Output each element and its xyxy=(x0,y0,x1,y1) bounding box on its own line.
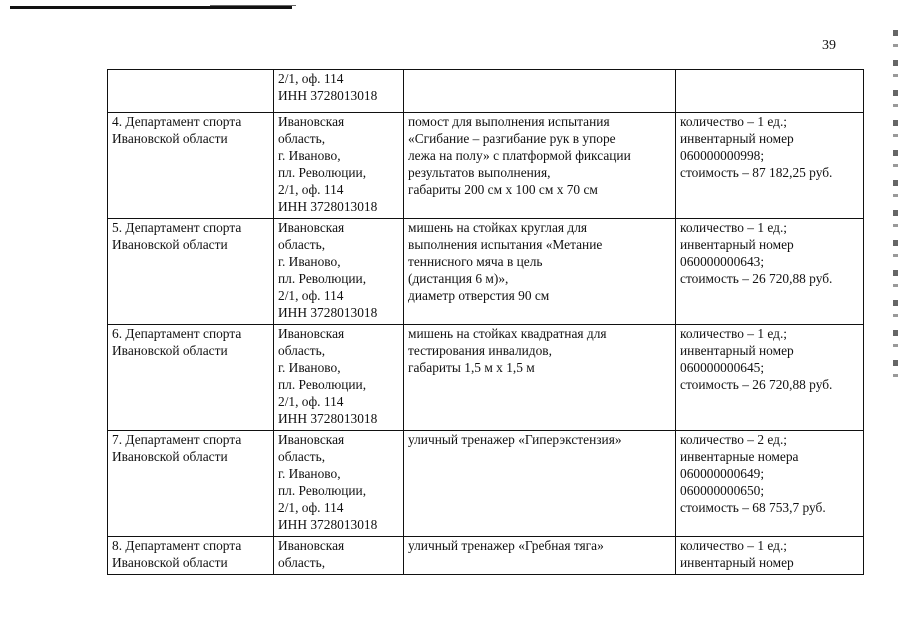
cell-address: Ивановская область, г. Иваново, пл. Революции, 2/1, оф. 114 ИНН 3728013018 xyxy=(274,431,404,537)
table-row xyxy=(108,113,864,219)
cell-details xyxy=(676,70,864,113)
table-row xyxy=(108,537,864,575)
cell-owner: 5. Департамент спорта Ивановской области xyxy=(108,219,274,325)
property-table xyxy=(107,69,864,575)
page-number: 39 xyxy=(822,38,836,53)
cell-item: помост для выполнения испытания «Сгибание – разгибание рук в упоре лежа на полу» с платформой фиксации результатов выполнения, габариты 200 см x 100 см x 70 см xyxy=(404,113,676,219)
cell-details: количество – 2 ед.; инвентарные номера 060000000649; 060000000650; стоимость – 68 753,7 руб. xyxy=(676,431,864,537)
cell-owner xyxy=(108,70,274,113)
cell-details: количество – 1 ед.; инвентарный номер 060000000998; стоимость – 87 182,25 руб. xyxy=(676,113,864,219)
cell-details: количество – 1 ед.; инвентарный номер 060000000645; стоимость – 26 720,88 руб. xyxy=(676,325,864,431)
cell-owner: 7. Департамент спорта Ивановской области xyxy=(108,431,274,537)
cell-address: Ивановская область, г. Иваново, пл. Революции, 2/1, оф. 114 ИНН 3728013018 xyxy=(274,113,404,219)
cell-owner: 6. Департамент спорта Ивановской области xyxy=(108,325,274,431)
cell-item xyxy=(404,70,676,113)
top-rule-thin xyxy=(210,5,296,6)
top-rule xyxy=(10,6,292,9)
scan-edge-artifact xyxy=(893,30,898,390)
cell-item: уличный тренажер «Гребная тяга» xyxy=(404,537,676,575)
cell-owner: 4. Департамент спорта Ивановской области xyxy=(108,113,274,219)
cell-address: Ивановская область, xyxy=(274,537,404,575)
cell-details: количество – 1 ед.; инвентарный номер xyxy=(676,537,864,575)
cell-address: Ивановская область, г. Иваново, пл. Революции, 2/1, оф. 114 ИНН 3728013018 xyxy=(274,325,404,431)
table-row xyxy=(108,431,864,537)
cell-item: уличный тренажер «Гиперэкстензия» xyxy=(404,431,676,537)
cell-address: 2/1, оф. 114 ИНН 3728013018 xyxy=(274,70,404,113)
cell-owner: 8. Департамент спорта Ивановской области xyxy=(108,537,274,575)
cell-item: мишень на стойках квадратная для тестирования инвалидов, габариты 1,5 м x 1,5 м xyxy=(404,325,676,431)
cell-details: количество – 1 ед.; инвентарный номер 060000000643; стоимость – 26 720,88 руб. xyxy=(676,219,864,325)
table-row xyxy=(108,219,864,325)
cell-address: Ивановская область, г. Иваново, пл. Революции, 2/1, оф. 114 ИНН 3728013018 xyxy=(274,219,404,325)
table-row xyxy=(108,70,864,113)
table-row xyxy=(108,325,864,431)
cell-item: мишень на стойках круглая для выполнения испытания «Метание теннисного мяча в цель (дистанция 6 м)», диаметр отверстия 90 см xyxy=(404,219,676,325)
